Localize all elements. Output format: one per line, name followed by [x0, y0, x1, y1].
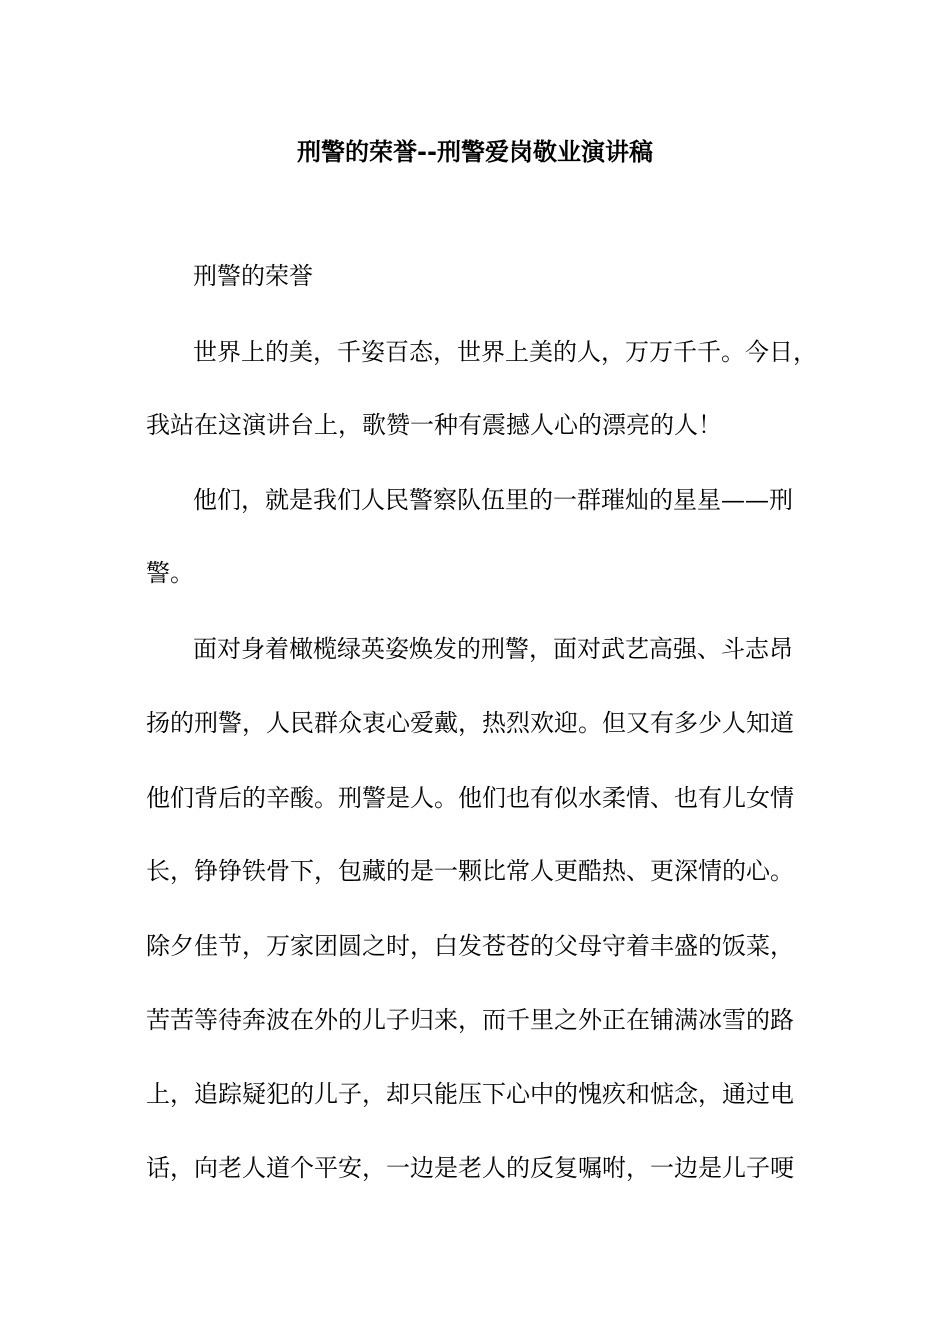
- paragraph-line: 除夕佳节，万家团圆之时，白发苍苍的父母守着丰盛的饭菜，: [146, 932, 794, 960]
- paragraph-line: 上，追踪疑犯的儿子，却只能压下心中的愧疚和惦念，通过电: [146, 1080, 794, 1108]
- paragraph-line: 我站在这演讲台上，歌赞一种有震撼人心的漂亮的人！: [146, 411, 722, 439]
- paragraph-line: 扬的刑警，人民群众衷心爱戴，热烈欢迎。但又有多少人知道: [146, 709, 794, 737]
- document-title: 刑警的荣誉--刑警爱岗敬业演讲稿: [297, 138, 653, 166]
- paragraph-line: 苦苦等待奔波在外的儿子归来，而千里之外正在铺满冰雪的路: [146, 1006, 794, 1034]
- paragraph-line: 他们，就是我们人民警察队伍里的一群璀灿的星星——刑: [193, 486, 793, 514]
- paragraph-line: 长，铮铮铁骨下，包藏的是一颗比常人更酷热、更深情的心。: [146, 857, 794, 885]
- paragraph-line: 世界上的美，千姿百态，世界上美的人，万万千千。今日，: [193, 338, 817, 366]
- paragraph-line: 他们背后的辛酸。刑警是人。他们也有似水柔情、也有儿女情: [146, 784, 794, 812]
- section-heading: 刑警的荣誉: [193, 262, 313, 290]
- paragraph-line: 警。: [146, 559, 194, 587]
- paragraph-line: 话，向老人道个平安，一边是老人的反复嘱咐，一边是儿子哽: [146, 1154, 794, 1182]
- paragraph-line: 面对身着橄榄绿英姿焕发的刑警，面对武艺高强、斗志昂: [193, 635, 793, 663]
